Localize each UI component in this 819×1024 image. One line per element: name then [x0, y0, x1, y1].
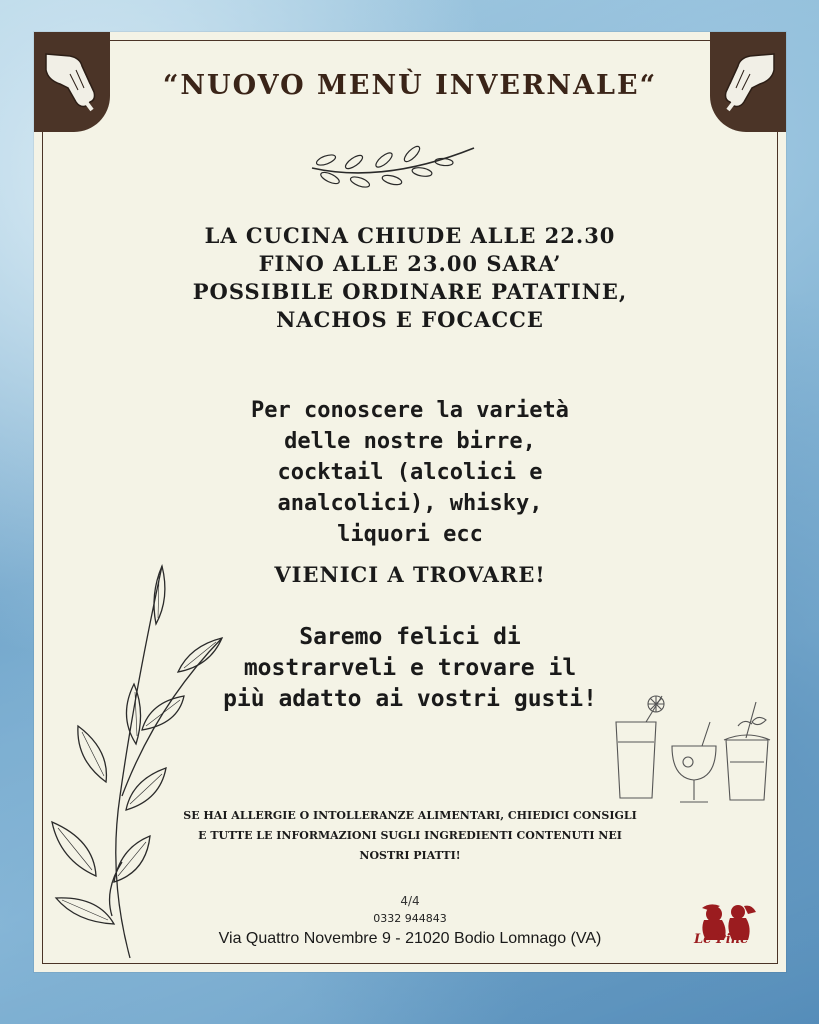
closing-line: Saremo felici di — [299, 624, 521, 650]
address: Via Quattro Novembre 9 - 21020 Bodio Lomnago (VA) — [218, 930, 602, 947]
allergy-line: SE HAI ALLERGIE O INTOLLERANZE ALIMENTARI, CHIEDICI CONSIGLI — [183, 809, 637, 822]
drinks-info-line: analcolici), whisky, — [277, 491, 543, 516]
drinks-info-line: liquori ecc — [337, 522, 483, 547]
allergy-line: NOSTRI PIATTI! — [359, 849, 461, 862]
closing-line: mostrarveli e trovare il — [243, 655, 577, 681]
kitchen-notice — [34, 222, 786, 334]
drinks-info-line: delle nostre birre, — [284, 429, 536, 454]
page-number: 4/4 — [400, 894, 420, 908]
drinks-info-line: Per conoscere la varietà — [251, 398, 569, 423]
closing-line: più adatto ai vostri gusti! — [223, 686, 597, 712]
sprig-icon — [304, 140, 479, 192]
cocktails-icon — [606, 692, 776, 807]
logo-text: Le Pine — [694, 932, 749, 947]
allergy-line: E TUTTE LE INFORMAZIONI SUGLI INGREDIENTI CONTENUTI NEI — [198, 829, 622, 842]
allergy-notice — [134, 806, 686, 866]
page-title: “NUOVO MENÙ INVERNALE“ — [162, 70, 658, 101]
kitchen-notice-line: LA CUCINA CHIUDE ALLE 22.30 — [204, 223, 616, 248]
kitchen-notice-line: NACHOS E FOCACCE — [276, 307, 544, 332]
kitchen-notice-line: POSSIBILE ORDINARE PATATINE, — [192, 279, 628, 304]
drinks-info-line: cocktail (alcolici e — [277, 460, 543, 485]
phone-number: 0332 944843 — [373, 912, 447, 925]
call-to-action: VIENICI A TROVARE! — [274, 562, 546, 587]
logo — [686, 900, 768, 960]
menu-card — [34, 32, 786, 972]
kitchen-notice-line: FINO ALLE 23.00 SARA’ — [258, 251, 562, 276]
drinks-info — [34, 395, 786, 550]
